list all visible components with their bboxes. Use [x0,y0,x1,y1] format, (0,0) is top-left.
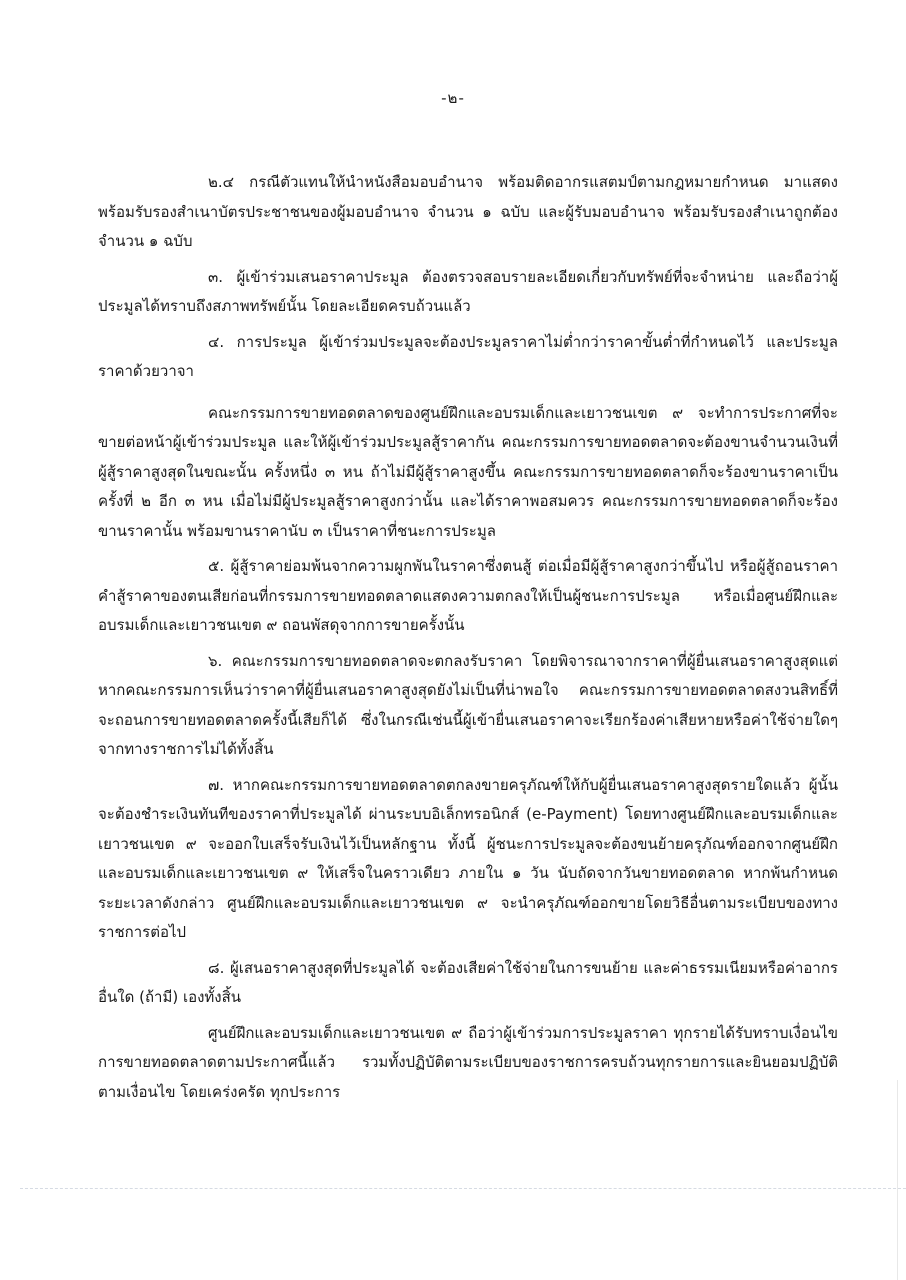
paragraph-conditions: ศูนย์ฝึกและอบรมเด็กและเยาวชนเขต ๙ ถือว่าผู้เข้าร่วมการประมูลราคา ทุกรายได้รับทราบเงื่อนไขการขายทอดตลาดตามประกาศนี้แล้ว รวมทั้งปฏิบัติตามระเบียบของราชการครบถ้วนทุกรายการและยินยอมปฏิบัติตามเงื่อนไข โดยเคร่งครัด ทุกประการ [98,1023,838,1101]
paragraph-auction-procedure: คณะกรรมการขายทอดตลาดของศูนย์ฝึกและอบรมเด็กและเยาวชนเขต ๙ จะทำการประกาศที่จะขายต่อหน้าผู้เข้าร่วมประมูล และให้ผู้เข้าร่วมประมูลสู้ราคากัน คณะกรรมการขายทอดตลาดจะต้องขานจำนวนเงินที่ผู้สู้ราคาสูงสุดในขณะนั้น ครั้งหนึ่ง ๓ หน ถ้าไม่มีผู้สู้ราคาสูงขึ้น คณะกรรมการขายทอดตลาดก็จะร้องขานราคาเป็นครั้งที่ ๒ อีก ๓ หน เมื่อไม่มีผู้ประมูลสู้ราคาสูงกว่านั้น และได้ราคาพอสมควร คณะกรรมการขายทอดตลาดก็จะร้องขานราคานั้น พร้อมขานราคานับ ๓ เป็นราคาที่ชนะการประมูล [98,403,838,540]
paragraph-8: ๘. ผู้เสนอราคาสูงสุดที่ประมูลได้ จะต้องเสียค่าใช้จ่ายในการขนย้าย และค่าธรรมเนียมหรือค่าอากรอื่นใด (ถ้ามี) เองทั้งสิ้น [98,958,838,1006]
paragraph-2-4: ๒.๔ กรณีตัวแทนให้นำหนังสือมอบอำนาจ พร้อมติดอากรแสตมป์ตามกฎหมายกำหนด มาแสดง พร้อมรับรองสำเนาบัตรประชาชนของผู้มอบอำนาจ จำนวน ๑ ฉบับ และผู้รับมอบอำนาจ พร้อมรับรองสำเนาถูกต้อง จำนวน ๑ ฉบับ [98,173,838,250]
paragraph-6: ๖. คณะกรรมการขายทอดตลาดจะตกลงรับราคา โดยพิจารณาจากราคาที่ผู้ยื่นเสนอราคาสูงสุดแต่หากคณะกรรมการเห็นว่าราคาที่ผู้ยื่นเสนอราคาสูงสุดยังไม่เป็นที่น่าพอใจ คณะกรรมการขายทอดตลาดสงวนสิทธิ์ที่จะถอนการขายทอดตลาดครั้งนี้เสียก็ได้ ซึ่งในกรณีเช่นนี้ผู้เข้ายื่นเสนอราคาจะเรียกร้องค่าเสียหายหรือค่าใช้จ่ายใดๆ จากทางราชการไม่ได้ทั้งสิ้น [98,651,838,758]
paragraph-7: ๗. หากคณะกรรมการขายทอดตลาดตกลงขายครุภัณฑ์ให้กับผู้ยื่นเสนอราคาสูงสุดรายใดแล้ว ผู้นั้นจะต้องชำระเงินทันทีของราคาที่ประมูลได้ ผ่านระบบอิเล็กทรอนิกส์ (e-Payment) โดยทางศูนย์ฝึกและอบรมเด็กและเยาวชนเขต ๙ จะออกใบเสร็จรับเงินไว้เป็นหลักฐาน ทั้งนี้ ผู้ชนะการประมูลจะต้องขนย้ายครุภัณฑ์ออกจากศูนย์ฝึกและอบรมเด็กและเยาวชนเขต ๙ ให้เสร็จในคราวเดียว ภายใน ๑ วัน นับถัดจากวันขายทอดตลาด หากพ้นกำหนดระยะเวลาดังกล่าว ศูนย์ฝึกและอบรมเด็กและเยาวชนเขต ๙ จะนำครุภัณฑ์ออกขายโดยวิธีอื่นตามระเบียบของทางราชการต่อไป [98,775,838,941]
paragraph-4: ๔. การประมูล ผู้เข้าร่วมประมูลจะต้องประมูลราคาไม่ต่ำกว่าราคาขั้นต่ำที่กำหนดไว้ และประมูลราคาด้วยวาจา [98,332,838,380]
document-body [98,168,838,1113]
page-number: -๒- [441,89,465,107]
scan-side-edge [897,1080,898,1280]
paragraph-3: ๓. ผู้เข้าร่วมเสนอราคาประมูล ต้องตรวจสอบรายละเอียดเกี่ยวกับทรัพย์ที่จะจำหน่าย และถือว่าผู้ประมูลได้ทราบถึงสภาพทรัพย์นั้น โดยละเอียดครบถ้วนแล้ว [98,267,838,315]
paragraph-5: ๕. ผู้สู้ราคาย่อมพ้นจากความผูกพันในราคาซึ่งตนสู้ ต่อเมื่อมีผู้สู้ราคาสูงกว่าขึ้นไป หรือผู้สู้ถอนราคาคำสู้ราคาของตนเสียก่อนที่กรรมการขายทอดตลาดแสดงความตกลงให้เป็นผู้ชนะการประมูล หรือเมื่อศูนย์ฝึกและอบรมเด็กและเยาวชนเขต ๙ ถอนพัสดุจากการขายครั้งนั้น [98,557,838,634]
scan-edge-line [20,1188,906,1189]
